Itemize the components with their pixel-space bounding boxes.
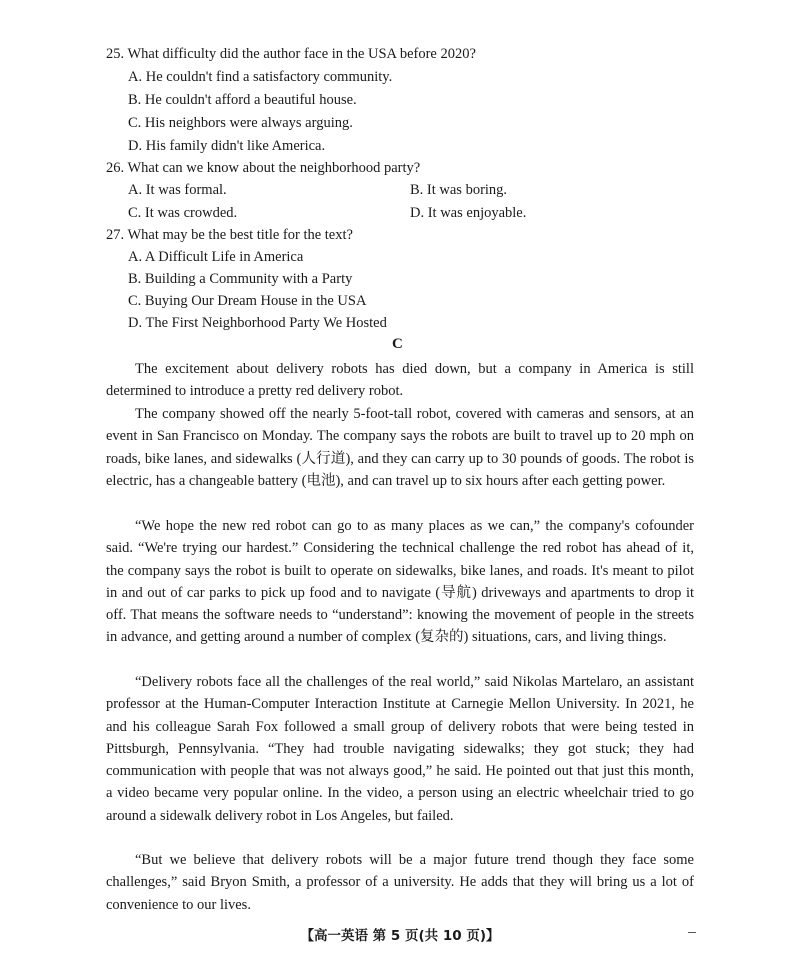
question-27-stem: 27. What may be the best title for the text? [106,227,353,243]
page-footer: 【高一英语 第 5 页(共 10 页)】 [300,928,500,944]
question-25-stem: 25. What difficulty did the author face in the USA before 2020? [106,46,476,62]
section-label: C [392,336,403,352]
question-26-option-d: D. It was enjoyable. [410,205,527,221]
passage-paragraph-5: “But we believe that delivery robots will be a major future trend though they face some challenges,” said Bryon Smith, a professor of a university. He adds that they will bring us a lot of convenience to our lives. [106,852,694,913]
question-25-option-a: A. He couldn't find a satisfactory community. [128,69,393,85]
question-26-option-a: A. It was formal. [128,182,227,198]
passage-paragraph-1: The excitement about delivery robots has died down, but a company in America is still determined to introduce a pretty red delivery robot. [106,361,694,400]
question-27-option-d: D. The First Neighborhood Party We Hosted [128,315,387,331]
question-26-option-c: C. It was crowded. [128,205,238,221]
question-27-option-b: B. Building a Community with a Party [128,271,353,287]
question-25-option-d: D. His family didn't like America. [128,138,326,154]
question-25-option-c: C. His neighbors were always arguing. [128,115,353,131]
question-26-stem: 26. What can we know about the neighborhood party? [106,160,421,176]
question-27-option-c: C. Buying Our Dream House in the USA [128,293,367,309]
question-27-option-a: A. A Difficult Life in America [128,249,304,265]
passage-paragraph-2: The company showed off the nearly 5-foot-tall robot, covered with cameras and sensors, at an event in San Francisco on Monday. The company says the robots are built to travel up to 20 mph on roads, bike lanes, and sidewalks (人行道), and they can carry up to 30 pounds of goods. The robot is electric, has a changeable battery (电池), and can travel up to six hours after each getting power. [106,406,694,489]
question-26-option-b: B. It was boring. [410,182,508,198]
footer-mark [688,932,696,933]
passage-paragraph-4: “Delivery robots face all the challenges of the real world,” said Nikolas Martelaro, an assistant professor at the Human-Computer Interaction Institute at Carnegie Mellon University. In 2021, he and his colleague Sarah Fox followed a small group of delivery robots that were being tested in Pittsburgh, Pennsylvania. “They had trouble navigating sidewalks; they got stuck; they had communication with people that was not always good,” he said. He pointed out that just this month, a video became very popular online. In the video, a person using an electric wheelchair tried to go around a sidewalk delivery robot in Los Angeles, but failed. [106,674,694,824]
question-25-option-b: B. He couldn't afford a beautiful house. [128,92,357,108]
passage-paragraph-3: “We hope the new red robot can go to as many places as we can,” the company's cofounder said. “We're trying our hardest.” Considering the technical challenge the red robot has ahead of it, the company says the robot is built to operate on sidewalks, bike lanes, and roads. It's meant to pilot in and out of car parks to pick up food and to navigate (导航) driveways and apartments to drop it off. That means the software needs to “understand”: knowing the movement of people in the streets in advance, and getting around a number of complex (复杂的) situations, cars, and living things. [106,518,694,646]
